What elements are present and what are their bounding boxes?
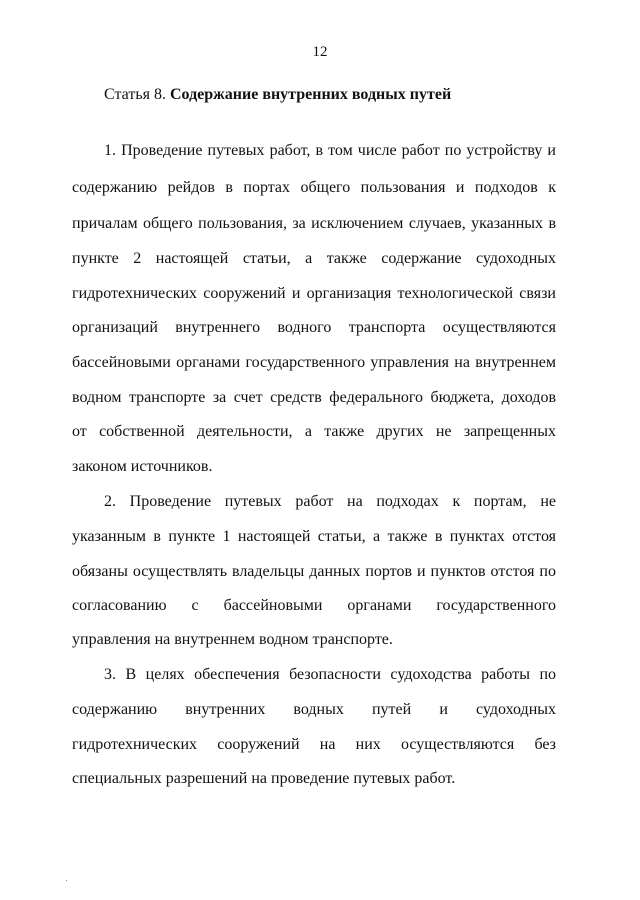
article-title: Содержание внутренних водных путей <box>169 86 452 103</box>
paragraph-2-line: управления на внутреннем водном транспорте. <box>72 631 393 648</box>
paragraph-1-line: гидротехнических сооружений и организация технологической связи <box>72 285 556 302</box>
paragraph-3-line: содержанию внутренних водных путей и судоходных <box>72 701 556 718</box>
paragraph-1-line: причалам общего пользования, за исключением случаев, указанных в <box>72 215 556 232</box>
paragraph-1-line: пункте 2 настоящей статьи, а также содержание судоходных <box>72 250 556 267</box>
paragraph-1-line: 1. Проведение путевых работ, в том числе работ по устройству и <box>104 142 556 159</box>
paragraph-2-line: обязаны осуществлять владельцы данных портов и пунктов отстоя по <box>72 563 556 580</box>
page-number: 12 <box>312 44 328 60</box>
scan-speck <box>66 880 67 881</box>
paragraph-3-line: специальных разрешений на проведение путевых работ. <box>72 770 456 787</box>
paragraph-1-line: организаций внутреннего водного транспорта осуществляются <box>72 319 556 336</box>
paragraph-1-line: бассейновыми органами государственного управления на внутреннем <box>72 354 556 371</box>
paragraph-3-line: гидротехнических сооружений на них осуществляются без <box>72 736 556 753</box>
paragraph-1-line: водном транспорте за счет средств федерального бюджета, доходов <box>72 389 556 406</box>
paragraph-1-line: от собственной деятельности, а также других не запрещенных <box>72 423 556 440</box>
article-number: Статья 8. <box>104 86 166 103</box>
article-heading <box>104 86 451 104</box>
paragraph-2-line: согласованию с бассейновыми органами государственного <box>72 597 556 614</box>
paragraph-2-line: указанным в пункте 1 настоящей статьи, а также в пунктах отстоя <box>72 528 556 545</box>
paragraph-1-line: содержанию рейдов в портах общего пользования и подходов к <box>72 179 556 196</box>
paragraph-1-line: законом источников. <box>72 458 213 475</box>
paragraph-2-line: 2. Проведение путевых работ на подходах к портам, не <box>104 493 556 510</box>
paragraph-3-line: 3. В целях обеспечения безопасности судоходства работы по <box>104 666 556 683</box>
